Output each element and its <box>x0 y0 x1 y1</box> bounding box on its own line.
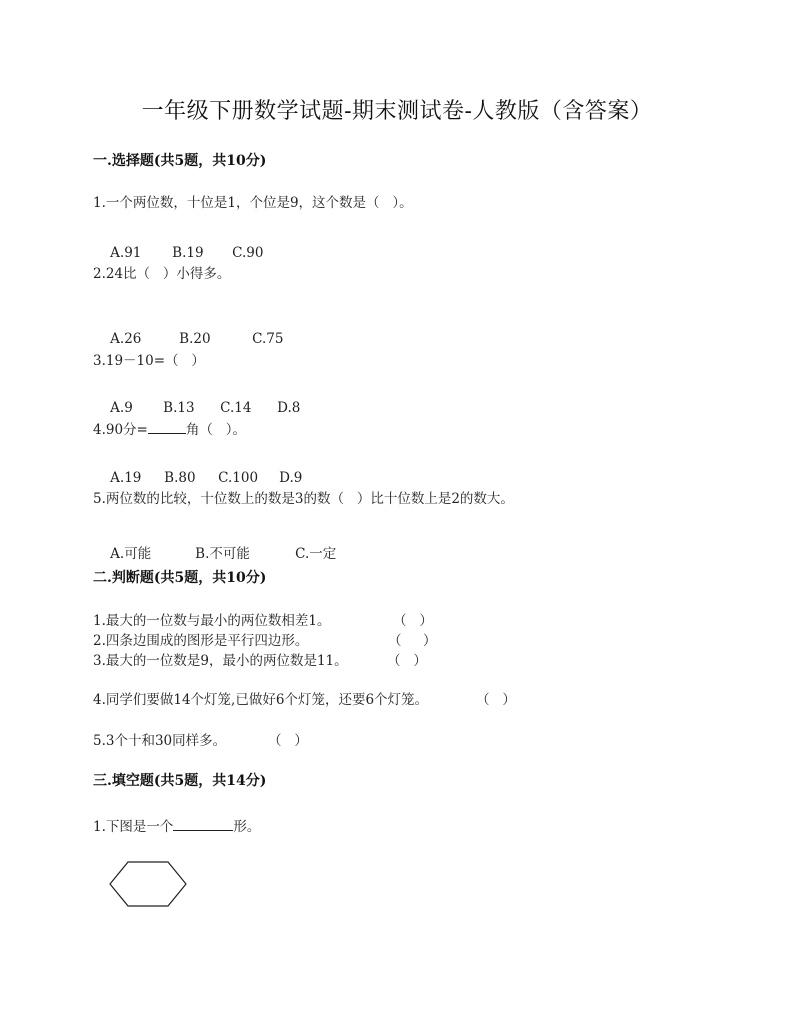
hexagon-shape <box>110 862 186 906</box>
option-a: A.19 <box>110 470 142 486</box>
option-c: C.一定 <box>295 546 337 562</box>
question-stem-suffix: 角（ ）。 <box>185 422 246 438</box>
option-b: B.13 <box>163 400 195 416</box>
option-c: C.90 <box>232 245 264 261</box>
option-a: A.可能 <box>110 546 152 562</box>
question-1-2-stem: 2.24比（ ）小得多。 <box>93 266 231 282</box>
question-2-5 <box>93 729 308 749</box>
question-2-4 <box>93 688 516 708</box>
document-title: 一年级下册数学试题-期末测试卷-人教版（含答案） <box>141 99 653 124</box>
question-1-5-stem: 5.两位数的比较，十位数上的数是3的数（ ）比十位数上是2的数大。 <box>93 491 514 507</box>
option-c: C.75 <box>252 331 284 347</box>
question-3-1-stem <box>93 815 260 835</box>
section-heading-choice: 一.选择题(共5题，共10分) <box>93 153 267 169</box>
question-stem: 5.3个十和30同样多。 <box>93 733 227 749</box>
question-stem-prefix: 1.下图是一个 <box>93 819 174 835</box>
option-a: A.9 <box>110 400 133 416</box>
question-2-1 <box>93 609 433 629</box>
option-d: D.9 <box>279 470 303 486</box>
question-stem: 3.最大的一位数是9，最小的两位数是11。 <box>93 653 348 669</box>
option-a: A.91 <box>110 245 142 261</box>
question-2-2 <box>93 629 436 649</box>
option-d: D.8 <box>277 400 301 416</box>
option-b: B.不可能 <box>195 546 250 562</box>
option-b: B.80 <box>164 470 196 486</box>
answer-parentheses[interactable]: （ ） <box>388 633 437 649</box>
answer-blank[interactable] <box>148 419 186 434</box>
question-stem-prefix: 4.90分= <box>93 422 148 438</box>
question-stem-suffix: 形。 <box>233 819 261 835</box>
answer-parentheses[interactable]: （ ） <box>476 692 516 708</box>
answer-blank[interactable] <box>173 816 233 831</box>
option-c: C.100 <box>218 470 259 486</box>
question-1-3-stem: 3.19－10=（ ） <box>93 353 205 369</box>
option-b: B.19 <box>172 245 204 261</box>
section-heading-judgement: 二.判断题(共5题，共10分) <box>93 570 267 586</box>
question-2-3 <box>93 649 427 669</box>
question-1-4-stem <box>93 418 246 438</box>
answer-parentheses[interactable]: （ ） <box>393 613 433 629</box>
section-heading-fill-blank: 三.填空题(共5题，共14分) <box>93 773 267 789</box>
answer-parentheses[interactable]: （ ） <box>387 653 427 669</box>
question-1-1-stem: 1.一个两位数，十位是1，个位是9，这个数是（ ）。 <box>93 195 413 211</box>
option-a: A.26 <box>110 331 142 347</box>
hexagon-figure <box>108 860 190 910</box>
answer-parentheses[interactable]: （ ） <box>268 733 308 749</box>
option-c: C.14 <box>220 400 252 416</box>
question-stem: 2.四条边围成的图形是平行四边形。 <box>93 633 309 649</box>
question-stem: 4.同学们要做14个灯笼,已做好6个灯笼，还要6个灯笼。 <box>93 692 429 708</box>
question-stem: 1.最大的一位数与最小的两位数相差1。 <box>93 613 331 629</box>
option-b: B.20 <box>179 331 211 347</box>
